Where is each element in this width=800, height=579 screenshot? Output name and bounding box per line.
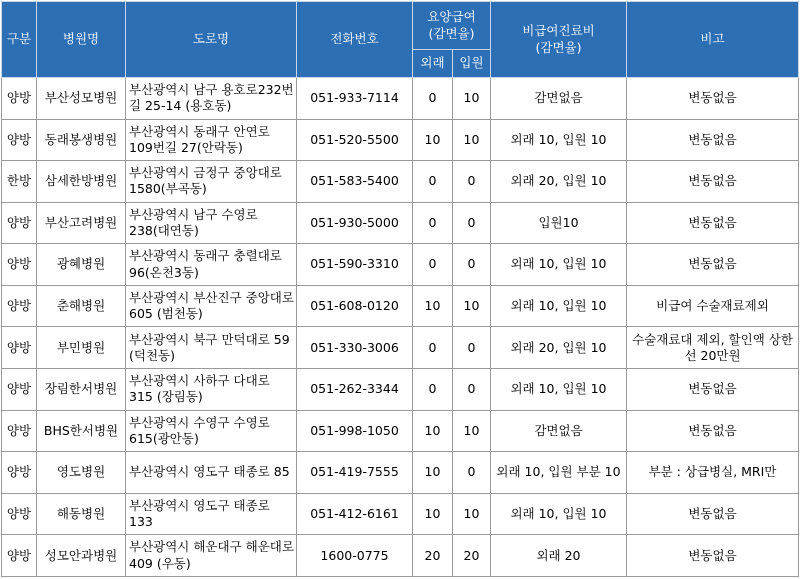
- cell-inpatient: 10: [453, 285, 491, 327]
- cell-outpatient: 20: [413, 535, 453, 577]
- cell-hospital: 부산고려병원: [37, 202, 126, 244]
- cell-address: 부산광역시 사하구 다대로 315 (장림동): [126, 369, 297, 411]
- cell-inpatient: 10: [453, 410, 491, 452]
- cell-note: 수술재료대 제외, 할인액 상한선 20만원: [627, 327, 799, 369]
- cell-hospital: 광혜병원: [37, 244, 126, 286]
- cell-outpatient: 10: [413, 410, 453, 452]
- cell-address: 부산광역시 남구 수영로 238(대연동): [126, 202, 297, 244]
- cell-outpatient: 0: [413, 78, 453, 120]
- cell-category: 양방: [2, 244, 37, 286]
- cell-address: 부산광역시 영도구 태종로 133: [126, 493, 297, 535]
- cell-note: 변동없음: [627, 161, 799, 203]
- cell-address: 부산광역시 수영구 수영로 615(광안동): [126, 410, 297, 452]
- cell-inpatient: 0: [453, 327, 491, 369]
- table-row: [2, 452, 799, 494]
- cell-phone: 051-330-3006: [297, 327, 413, 369]
- cell-outpatient: 10: [413, 119, 453, 161]
- cell-hospital: 장림한서병원: [37, 369, 126, 411]
- cell-category: 양방: [2, 327, 37, 369]
- cell-address: 부산광역시 남구 용호로232번길 25-14 (용호동): [126, 78, 297, 120]
- cell-category: 양방: [2, 285, 37, 327]
- table-row: [2, 244, 799, 286]
- cell-hospital: BHS한서병원: [37, 410, 126, 452]
- header-row: [2, 2, 799, 50]
- cell-phone: 051-590-3310: [297, 244, 413, 286]
- cell-category: 양방: [2, 78, 37, 120]
- header-address: 도로명: [126, 2, 297, 78]
- cell-noncovered: 외래 10, 입원 10: [491, 369, 627, 411]
- cell-noncovered: 외래 20: [491, 535, 627, 577]
- cell-hospital: 성모안과병원: [37, 535, 126, 577]
- header-outpatient: 외래: [413, 50, 453, 78]
- cell-noncovered: 외래 10, 입원 부분 10: [491, 452, 627, 494]
- header-category: 구분: [2, 2, 37, 78]
- cell-address: 부산광역시 금정구 중앙대로 1580(부곡동): [126, 161, 297, 203]
- table-row: [2, 202, 799, 244]
- cell-inpatient: 0: [453, 202, 491, 244]
- cell-phone: 051-419-7555: [297, 452, 413, 494]
- cell-category: 양방: [2, 535, 37, 577]
- cell-noncovered: 입원10: [491, 202, 627, 244]
- cell-category: 양방: [2, 369, 37, 411]
- cell-note: 변동없음: [627, 493, 799, 535]
- cell-inpatient: 0: [453, 161, 491, 203]
- table-row: [2, 161, 799, 203]
- cell-address: 부산광역시 북구 만덕대로 59 (덕천동): [126, 327, 297, 369]
- cell-outpatient: 0: [413, 244, 453, 286]
- cell-hospital: 영도병원: [37, 452, 126, 494]
- cell-noncovered: 감면없음: [491, 410, 627, 452]
- table-body: [2, 78, 799, 577]
- cell-outpatient: 10: [413, 493, 453, 535]
- cell-phone: 051-608-0120: [297, 285, 413, 327]
- cell-address: 부산광역시 영도구 태종로 85: [126, 452, 297, 494]
- cell-phone: 051-930-5000: [297, 202, 413, 244]
- cell-inpatient: 0: [453, 369, 491, 411]
- cell-category: 양방: [2, 202, 37, 244]
- cell-noncovered: 외래 10, 입원 10: [491, 119, 627, 161]
- cell-note: 변동없음: [627, 202, 799, 244]
- cell-noncovered: 외래 20, 입원 10: [491, 161, 627, 203]
- cell-category: 양방: [2, 452, 37, 494]
- table-row: [2, 119, 799, 161]
- cell-note: 변동없음: [627, 535, 799, 577]
- cell-category: 양방: [2, 410, 37, 452]
- cell-address: 부산광역시 부산진구 중앙대로 605 (범천동): [126, 285, 297, 327]
- table-row: [2, 493, 799, 535]
- cell-note: 부분 : 상급병실, MRI만: [627, 452, 799, 494]
- cell-outpatient: 0: [413, 369, 453, 411]
- cell-noncovered: 외래 10, 입원 10: [491, 285, 627, 327]
- cell-address: 부산광역시 동래구 안연로 109번길 27(안락동): [126, 119, 297, 161]
- cell-inpatient: 10: [453, 493, 491, 535]
- header-phone: 전화번호: [297, 2, 413, 78]
- cell-inpatient: 0: [453, 244, 491, 286]
- cell-noncovered: 감면없음: [491, 78, 627, 120]
- header-note: 비고: [627, 2, 799, 78]
- header-noncovered: 비급여진료비 (감면율): [491, 2, 627, 78]
- table-row: [2, 535, 799, 577]
- cell-noncovered: 외래 20, 입원 10: [491, 327, 627, 369]
- cell-note: 변동없음: [627, 244, 799, 286]
- cell-phone: 1600-0775: [297, 535, 413, 577]
- cell-outpatient: 0: [413, 327, 453, 369]
- table-row: [2, 369, 799, 411]
- cell-hospital: 부민병원: [37, 327, 126, 369]
- cell-inpatient: 10: [453, 78, 491, 120]
- cell-outpatient: 10: [413, 452, 453, 494]
- table-row: [2, 410, 799, 452]
- cell-address: 부산광역시 해운대구 해운대로 409 (우동): [126, 535, 297, 577]
- cell-category: 한방: [2, 161, 37, 203]
- cell-category: 양방: [2, 119, 37, 161]
- cell-note: 변동없음: [627, 78, 799, 120]
- cell-hospital: 해동병원: [37, 493, 126, 535]
- cell-phone: 051-933-7114: [297, 78, 413, 120]
- cell-phone: 051-412-6161: [297, 493, 413, 535]
- table-row: [2, 78, 799, 120]
- cell-phone: 051-998-1050: [297, 410, 413, 452]
- cell-inpatient: 0: [453, 452, 491, 494]
- table-row: [2, 285, 799, 327]
- cell-address: 부산광역시 동래구 충렬대로 96(온천3동): [126, 244, 297, 286]
- cell-inpatient: 10: [453, 119, 491, 161]
- cell-note: 변동없음: [627, 410, 799, 452]
- cell-category: 양방: [2, 493, 37, 535]
- header-hospital: 병원명: [37, 2, 126, 78]
- cell-outpatient: 0: [413, 202, 453, 244]
- cell-hospital: 동래봉생병원: [37, 119, 126, 161]
- table-row: [2, 327, 799, 369]
- cell-inpatient: 20: [453, 535, 491, 577]
- cell-phone: 051-583-5400: [297, 161, 413, 203]
- cell-noncovered: 외래 10, 입원 10: [491, 244, 627, 286]
- cell-note: 변동없음: [627, 119, 799, 161]
- header-inpatient: 입원: [453, 50, 491, 78]
- cell-outpatient: 0: [413, 161, 453, 203]
- cell-hospital: 삼세한방병원: [37, 161, 126, 203]
- cell-noncovered: 외래 10, 입원 10: [491, 493, 627, 535]
- cell-note: 비급여 수술재료제외: [627, 285, 799, 327]
- cell-phone: 051-520-5500: [297, 119, 413, 161]
- hospital-discount-table: [1, 1, 799, 577]
- cell-note: 변동없음: [627, 369, 799, 411]
- cell-hospital: 춘해병원: [37, 285, 126, 327]
- header-covered: 요양급여 (감면율): [413, 2, 491, 50]
- cell-hospital: 부산성모병원: [37, 78, 126, 120]
- cell-phone: 051-262-3344: [297, 369, 413, 411]
- cell-outpatient: 10: [413, 285, 453, 327]
